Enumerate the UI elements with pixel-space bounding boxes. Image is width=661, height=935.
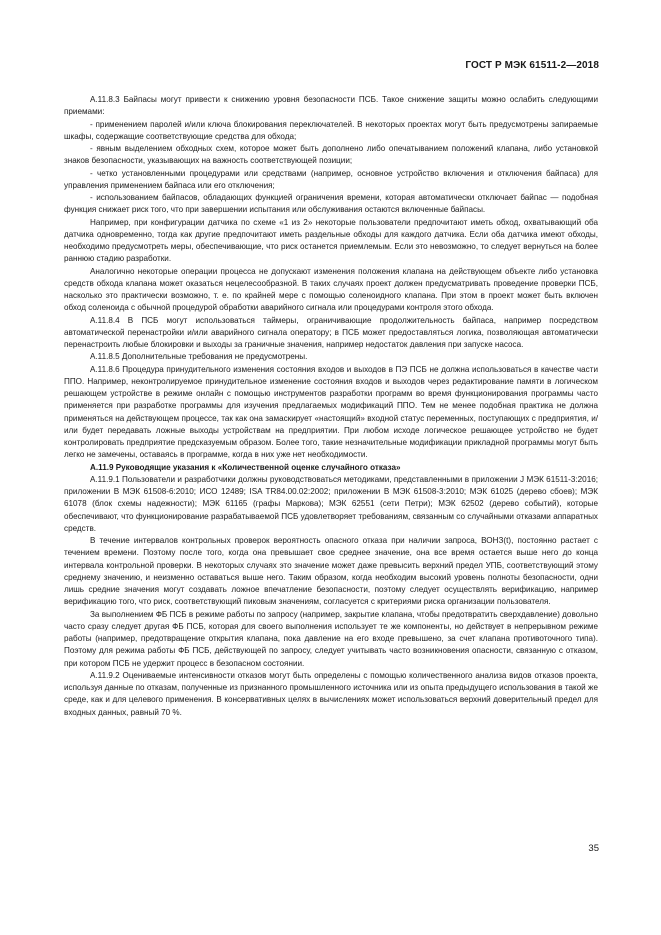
paragraph-a-11-9-1: A.11.9.1 Пользователи и разработчики должны руководствоваться методиками, представленными в приложении J МЭК 61511-3:2016; приложении В МЭК 61508-6:2010; ИСО 12489; ISA TR84.00.02:2002; приложении В МЭК 61508-3:2010; МЭК 61025 (дерево сбоев); МЭК 61078 (блок схемы надежности); МЭК 61165 (графы Маркова); МЭК 62551 (сети Петри); МЭК 62502 (дерево событий), которые обеспечивают, что функционирование разрабатываемой ПСБ удовлетворяет требованиям, связанным со случайными отказами аппаратных средств. [64,474,598,533]
paragraph-a-11-8-6: A.11.8.6 Процедура принудительного изменения состояния входов и выходов в ПЭ ПСБ не должна использоваться в качестве части ППО. Например, неконтролируемое принудительное изменение состояния входов и выходов через редактирование памяти в логическом решающем устройстве в режиме онлайн с помощью инструментов разработки программ во время функционирования программы часто применяется при разработке программы для изучения предлагаемых модификаций ППО. Тем не менее подобная практика не должна применяться на действующем процессе, так как она замаскирует «настоящий» входной статус переменных, поступающих с предприятия, и/или будет передавать ложные выходы устройствам на предприятии. При любом исходе логическое решающее устройство не будет контролировать предприятие предсказуемым образом. Более того, такие незначительные модификации прикладной программы могут быть легко не замечены, оставаясь в программе, когда в них уже нет необходимости. [64,364,598,460]
section-heading-a-11-9 [64,462,598,474]
document-body [64,94,598,719]
list-item-time-limited-bypass: - использованием байпасов, обладающих функцией ограничения времени, которая автоматически отключает байпас — подобная функция снижает риск того, что при завершении испытания или обслуживания остаются включенные байпасы. [64,193,598,215]
paragraph-a-11-9-2: A.11.9.2 Оцениваемые интенсивности отказов могут быть определены с помощью количественного анализа видов отказов проекта, используя данные по отказам, полученные из признанного промышленного источника или из опыта предыдущего использования в такой же среде, как и для целевого применения. В консервативных целях в вычислениях может использоваться верхний доверительный предел для входных данных, равный 70 %. [64,670,598,717]
list-item-passwords: - применением паролей и/или ключа блокирования переключателей. В некоторых проектах могут быть предусмотрены запираемые шкафы, содержащие соответствующие средства для обхода; [64,119,598,141]
paragraph-a-11-8-3: A.11.8.3 Байпасы могут привести к снижению уровня безопасности ПСБ. Такое снижение защиты можно ослабить следующими приемами: [64,95,598,117]
section-heading-text: A.11.9 Руководящие указания к «Количественной оценке случайного отказа» [90,462,401,472]
list-item-procedures: - четко установленными процедурами или средствами (например, основное устройство включения и отключения байпаса) для управления применением байпаса или его отключения; [64,168,598,190]
paragraph-a-11-8-4: A.11.8.4 В ПСБ могут использоваться таймеры, ограничивающие продолжительность байпаса, например посредством автоматической перенастройки и/или аварийного сигнала оператору; в ПСБ может предоставляться логика, позволяющая автоматически перенастроить любые блокировки и выходы за граничные значения, например недостаток давления при запуске насоса. [64,315,598,349]
paragraph-valve-operations: Аналогично некоторые операции процесса не допускают изменения положения клапана на действующем объекте либо установка средств обхода клапана может оказаться нецелесообразной. В таких случаях проект должен предусматривать проведение проверки ПСБ, насколько это практически возможно, т. е. по крайней мере с помощью соленоидного клапана. При этом в проект может быть включен обход соленоида с обычной процедурой обработки аварийного сигнала или процедурами контроля этого обхода. [64,266,598,313]
list-item-bypass-marking: - явным выделением обходных схем, которое может быть дополнено либо опечатыванием положений клапана, либо установкой знаков безопасности, указывающих на важность соответствующей позиции; [64,144,598,166]
paragraph-pfd-proof-test: В течение интервалов контрольных проверок вероятность опасного отказа при наличии запроса, ВОНЗ(t), постоянно растает с течением времени. Поэтому после того, когда она превышает свое среднее значение, она все время остается выше него до конца интервала контрольной проверки. В некоторых случаях это значение может даже превысить верхний предел УПБ, соответствующий этому среднему значению, и неизменно оставаться выше него. Таким образом, когда необходим высокий уровень полноты безопасности, одни лишь средние значения могут создавать ложное впечатление безопасности, поэтому следует осуществлять верификацию, например верификацию того, что риск, соответствующий пиковым значениям, согласуется с критериями риска организации пользователя. [64,536,598,607]
paragraph-sensor-example: Например, при конфигурации датчика по схеме «1 из 2» некоторые пользователи предпочитают иметь обход, охватывающий оба датчика одновременно, тогда как другие предпочитают иметь раздельные обходы для каждого датчика. Если оба датчика имеют обходы, необходимо предусмотреть меры, обеспечивающие, что риск останется приемлемым. Если это невозможно, то следует вернуться на более раннюю стадию разработки. [64,217,598,264]
paragraph-demand-mode: За выполнением ФБ ПСБ в режиме работы по запросу (например, закрытие клапана, чтобы предотвратить сверхдавление) довольно часто сразу следует другая ФБ ПСБ, которая для своего выполнения использует те же компоненты, но действует в непрерывном режиме работы (например, предотвращение открытия клапана, пока давление на его входе превышено, за счет клапана противоточного типа). Поэтому для режима работы ФБ ПСБ, действующей по запросу, следует учитывать часто возникновения опасности, связанную с отказом, при котором ПСБ не удержит процесс в безопасном состоянии. [64,609,598,668]
page-number: 35 [588,843,599,854]
document-code-header: ГОСТ Р МЭК 61511-2—2018 [465,60,599,71]
paragraph-a-11-8-5: A.11.8.5 Дополнительные требования не предусмотрены. [90,352,308,362]
